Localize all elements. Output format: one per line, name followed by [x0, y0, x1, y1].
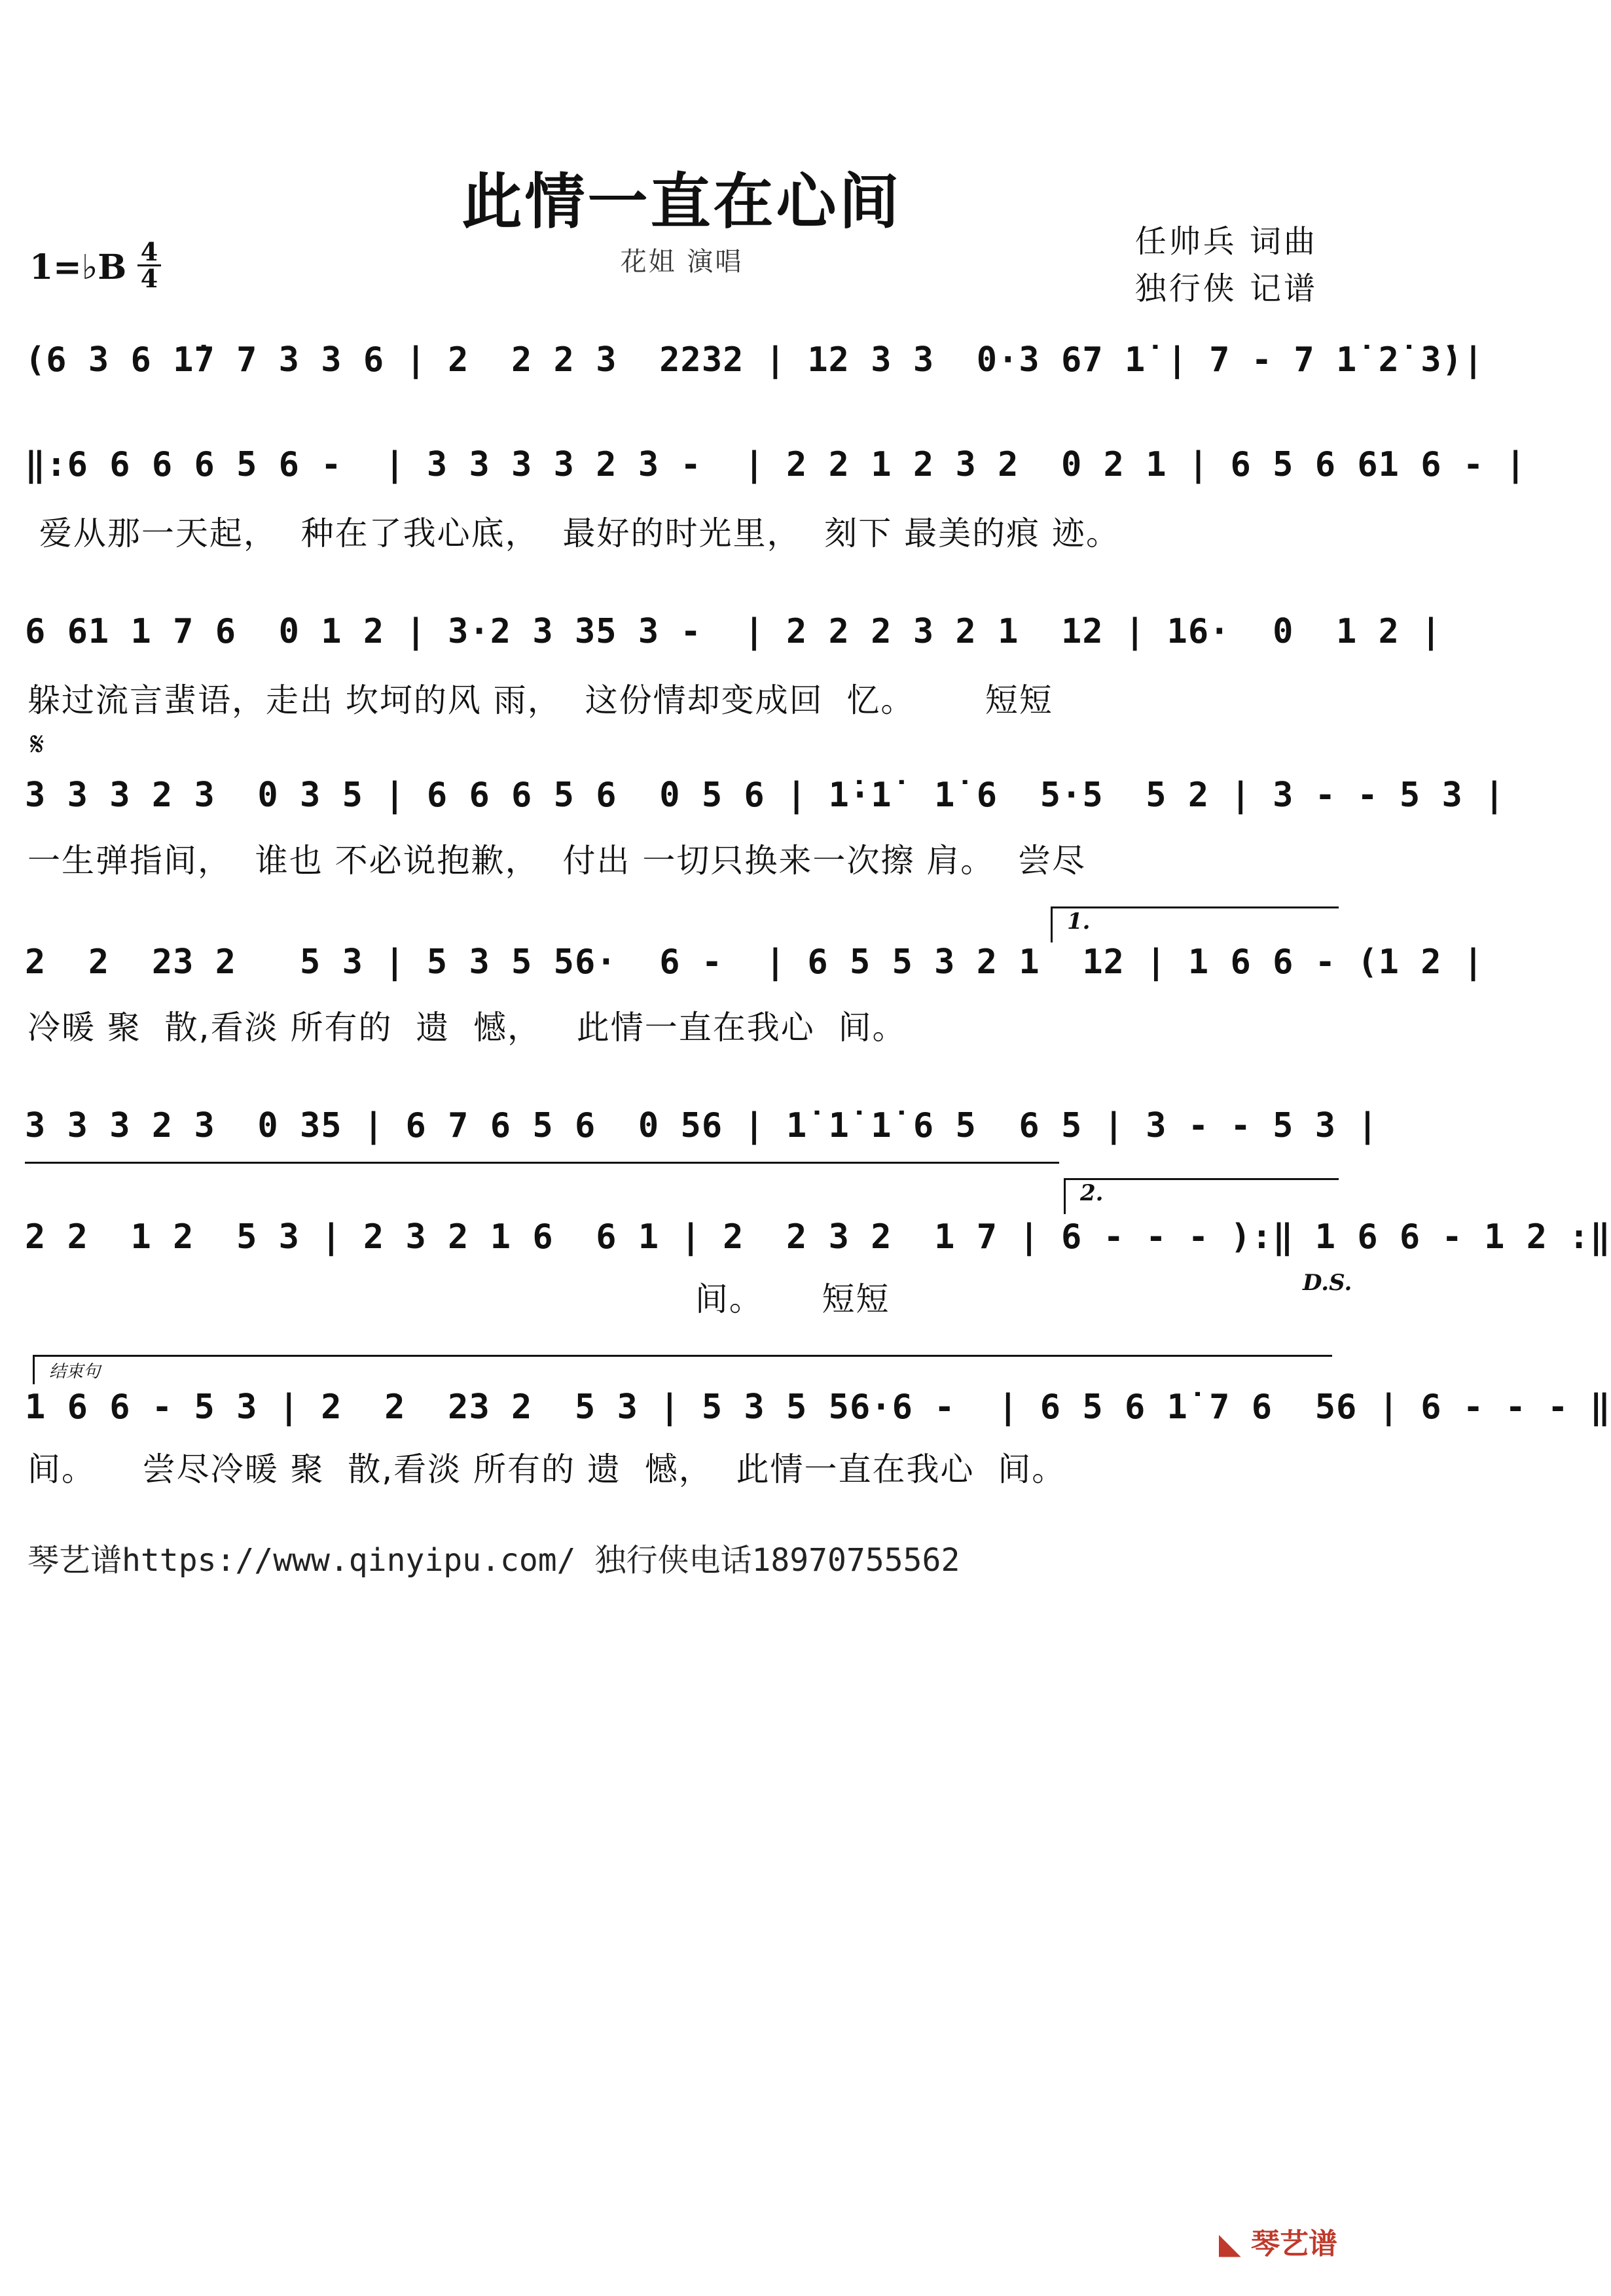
lyric-row-2: 爱从那一天起， 种在了我心底， 最好的时光里， 刻下 最美的痕 迹。: [27, 514, 1121, 552]
time-signature-bottom: 4: [140, 264, 158, 293]
notation-row-5: 2 2 23 2 5 3 | 5 3 5 56· 6 - | 6 5 5 3 2 1 12 | 1 6 6 - (1 2 |: [25, 942, 1485, 982]
logo-icon: ◣: [1218, 2227, 1241, 2261]
volta-2-bracket: [1064, 1178, 1339, 1180]
lyric-row-5: 冷暖 聚 散,看淡 所有的 遗 憾， 此情一直在我心 间。: [27, 1009, 907, 1047]
site-logo: [1219, 2220, 1337, 2262]
volta-1-bracket-left: [1051, 906, 1053, 942]
time-signature-top: 4: [140, 237, 158, 266]
time-signature: [137, 237, 161, 293]
notation-row-7: 2 2 1 2 5 3 | 2 3 2 1 6 6 1 | 2 2 3 2 1 7 | 6 - - - ):‖ 1 6 6 - 1 2 :‖: [25, 1217, 1611, 1257]
lyricist-credit: 任帅兵 词曲: [1134, 223, 1318, 260]
notation-row-8: 1 6 6 - 5 3 | 2 2 23 2 5 3 | 5 3 5 56·6 - | 6 5 6 1̇ 7 6 56 | 6 - - - ‖: [25, 1388, 1611, 1427]
lyric-row-4: 一生弹指间， 谁也 不必说抱歉， 付出 一切只换来一次擦 肩。 尝尽: [27, 842, 1087, 880]
volta-2-bracket-left: [1064, 1178, 1066, 1214]
song-title: 此情一直在心间: [462, 166, 902, 237]
lyric-row-7: 间。 短短: [27, 1280, 890, 1318]
key-signature: 1=♭B: [29, 247, 127, 287]
ds-mark: D.S.: [1303, 1270, 1352, 1296]
lyric-row-3: 躲过流言蜚语，走出 坎坷的风 雨， 这份情却变成回 忆。 短短: [27, 681, 1053, 719]
lyric-row-8: 间。 尝尽冷暖 聚 散,看淡 所有的 遗 憾， 此情一直在我心 间。: [27, 1450, 1066, 1488]
logo-text: 琴艺谱: [1251, 2227, 1337, 2261]
volta-1-bracket: [1051, 906, 1339, 908]
footer-source: 琴艺谱https://www.qinyipu.com/ 独行侠电话18970755562: [27, 1542, 960, 1579]
notation-row-4: 3 3 3 2 3 0 3 5 | 6 6 6 5 6 0 5 6 | 1̇·1̇ 1̇ 6 5·5 5 2 | 3 - - 5 3 |: [25, 776, 1506, 815]
volta-2-label: 2.: [1080, 1180, 1104, 1206]
volta-1-label: 1.: [1067, 908, 1091, 935]
transcriber-credit: 独行侠 记谱: [1134, 270, 1318, 307]
singer-credit: 花姐 演唱: [620, 247, 744, 277]
ending-bracket-left: [33, 1355, 35, 1384]
system-line: [25, 1162, 1059, 1164]
notation-row-1: (6 3 6 1̇7 7 3 3 6 | 2 2 2 3 2232 | 12 3 3 0·3 67 1̇ | 7 - 7 1̇ 2̇ 3̇)|: [25, 340, 1485, 380]
segno-mark: 𝄋: [30, 725, 45, 763]
notation-row-6: 3 3 3 2 3 0 35 | 6 7 6 5 6 0 56 | 1̇ 1̇ 1̇ 6 5 6 5 | 3 - - 5 3 |: [25, 1106, 1379, 1145]
ending-label: 结束句: [49, 1362, 101, 1382]
ending-bracket: [33, 1355, 1332, 1357]
notation-row-3: 6 61 1 7 6 0 1 2 | 3·2 3 35 3 - | 2 2 2 3 2 1 12 | 16· 0 1 2 |: [25, 612, 1442, 651]
notation-row-2: ‖:6 6 6 6 5 6 - | 3 3 3 3 2 3 - | 2 2 1 2 3 2 0 2 1 | 6 5 6 61 6 - |: [25, 445, 1527, 484]
